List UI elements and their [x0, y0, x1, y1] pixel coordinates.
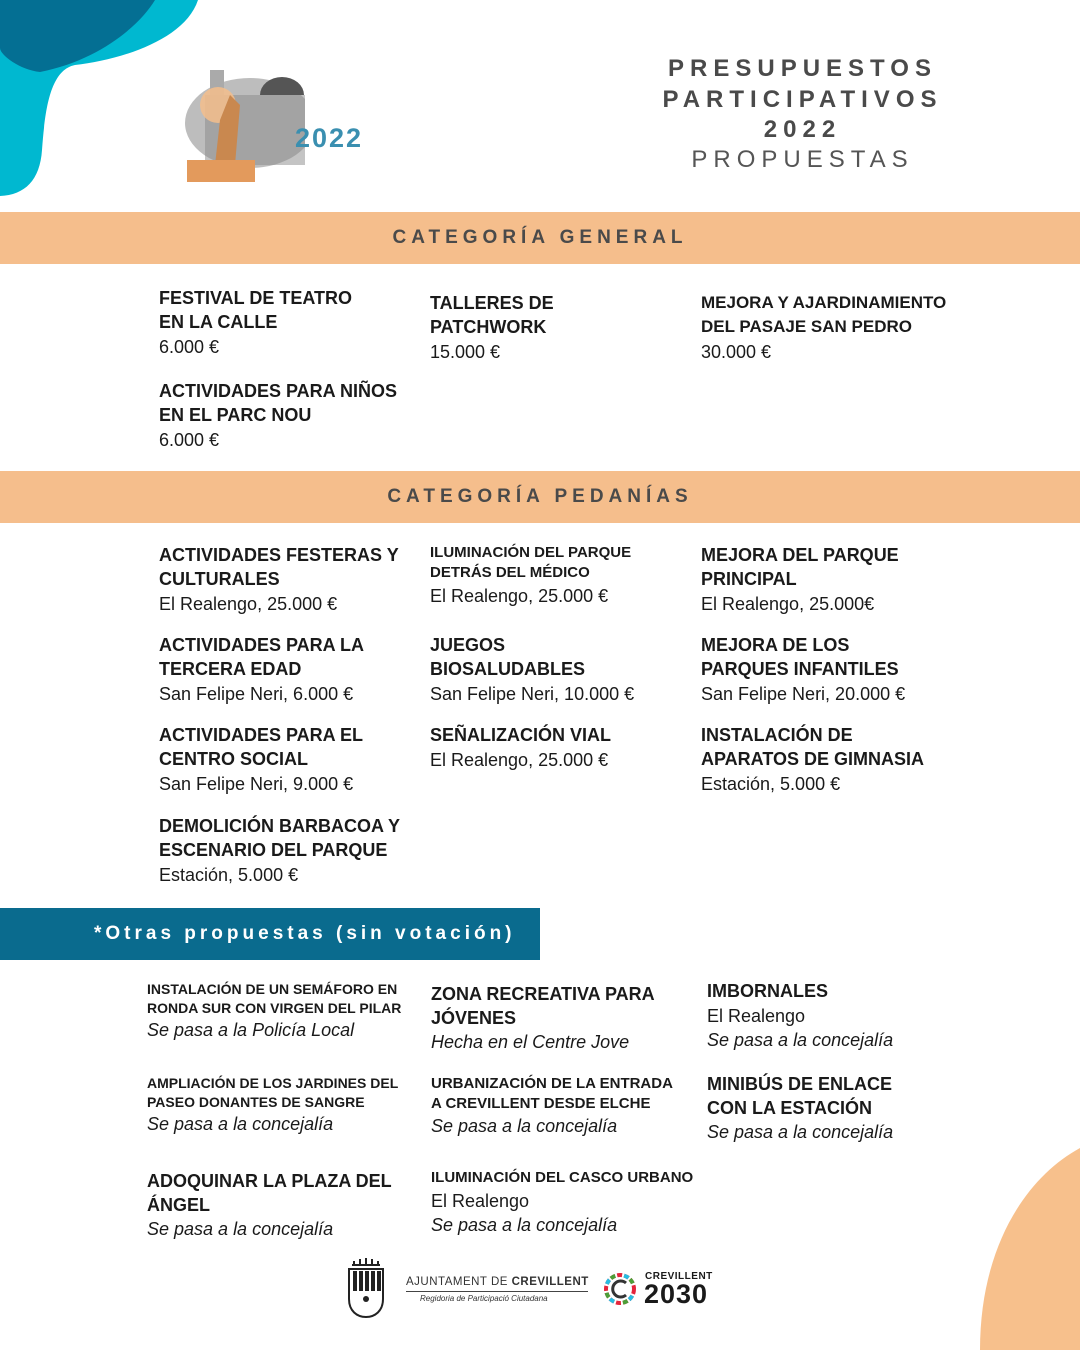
section-otras-header: *Otras propuestas (sin votación) [0, 908, 540, 960]
brand-year: 2030 [644, 1279, 709, 1309]
header-title-line2: PARTICIPATIVOS [662, 86, 943, 113]
otras-item: INSTALACIÓN DE UN SEMÁFORO EN RONDA SUR CON VIRGEN DEL PILAR Se pasa a la Policía Local [147, 981, 402, 1040]
pedanias-item: JUEGOS BIOSALUDABLES San Felipe Neri, 10.000 € [430, 635, 635, 704]
otras-item: MINIBÚS DE ENLACE CON LA ESTACIÓN Se pasa a la concejalía [707, 1074, 894, 1142]
section-pedanias-header: CATEGORÍA PEDANÍAS [0, 471, 1080, 523]
general-item: ACTIVIDADES PARA NIÑOS EN EL PARC NOU 6.000 € [159, 381, 398, 450]
pedanias-item: ACTIVIDADES PARA EL CENTRO SOCIAL San Felipe Neri, 9.000 € [159, 725, 363, 794]
otras-item: ILUMINACIÓN DEL CASCO URBANO El Realengo Se pasa a la concejalía [431, 1169, 694, 1235]
crest-icon [346, 1257, 386, 1321]
brand-top: CREVILLENT [645, 1271, 713, 1282]
decorative-blob-top-left [0, 0, 200, 200]
general-item: FESTIVAL DE TEATRO EN LA CALLE 6.000 € [159, 288, 353, 357]
header-year: 2022 [763, 116, 842, 143]
header-subtitle: PROPUESTAS [691, 146, 914, 173]
general-item: MEJORA Y AJARDINAMIENTO DEL PASAJE SAN PEDRO 30.000 € [701, 293, 947, 362]
otras-item: ZONA RECREATIVA PARA JÓVENES Hecha en el Centre Jove [431, 984, 654, 1052]
pedanias-item: SEÑALIZACIÓN VIAL El Realengo, 25.000 € [430, 725, 612, 770]
decorative-blob-bottom-right [975, 1148, 1080, 1350]
header-title-line1: PRESUPUESTOS [668, 55, 937, 82]
otras-item: URBANIZACIÓN DE LA ENTRADA A CREVILLENT DESDE ELCHE Se pasa a la concejalía [431, 1075, 673, 1136]
regidoria-label: Regidoria de Participació Ciutadana [420, 1294, 548, 1303]
section-general-header: CATEGORÍA GENERAL [0, 212, 1080, 264]
logo [175, 65, 364, 185]
crevillent-2030-logo-icon [603, 1272, 637, 1306]
pedanias-item: MEJORA DE LOS PARQUES INFANTILES San Felipe Neri, 20.000 € [701, 635, 906, 704]
otras-item: ADOQUINAR LA PLAZA DEL ÁNGEL Se pasa a la concejalía [147, 1171, 392, 1239]
ajuntament-name: AJUNTAMENT DE CREVILLENT [406, 1276, 588, 1292]
pedanias-item: DEMOLICIÓN BARBACOA Y ESCENARIO DEL PARQUE Estación, 5.000 € [159, 816, 400, 885]
general-item: TALLERES DE PATCHWORK 15.000 € [430, 293, 554, 362]
logo-year: 2022 [295, 123, 364, 153]
pedanias-item: ACTIVIDADES PARA LA TERCERA EDAD San Felipe Neri, 6.000 € [159, 635, 364, 704]
pedanias-item: MEJORA DEL PARQUE PRINCIPAL El Realengo, 25.000€ [701, 545, 899, 614]
otras-item: AMPLIACIÓN DE LOS JARDINES DEL PASEO DONANTES DE SANGRE Se pasa a la concejalía [147, 1075, 398, 1134]
otras-item: IMBORNALES El Realengo Se pasa a la concejalía [707, 981, 894, 1050]
pedanias-item: INSTALACIÓN DE APARATOS DE GIMNASIA Estación, 5.000 € [701, 725, 925, 794]
pedanias-item: ILUMINACIÓN DEL PARQUE DETRÁS DEL MÉDICO El Realengo, 25.000 € [430, 544, 632, 606]
pedanias-item: ACTIVIDADES FESTERAS Y CULTURALES El Realengo, 25.000 € [159, 545, 399, 614]
